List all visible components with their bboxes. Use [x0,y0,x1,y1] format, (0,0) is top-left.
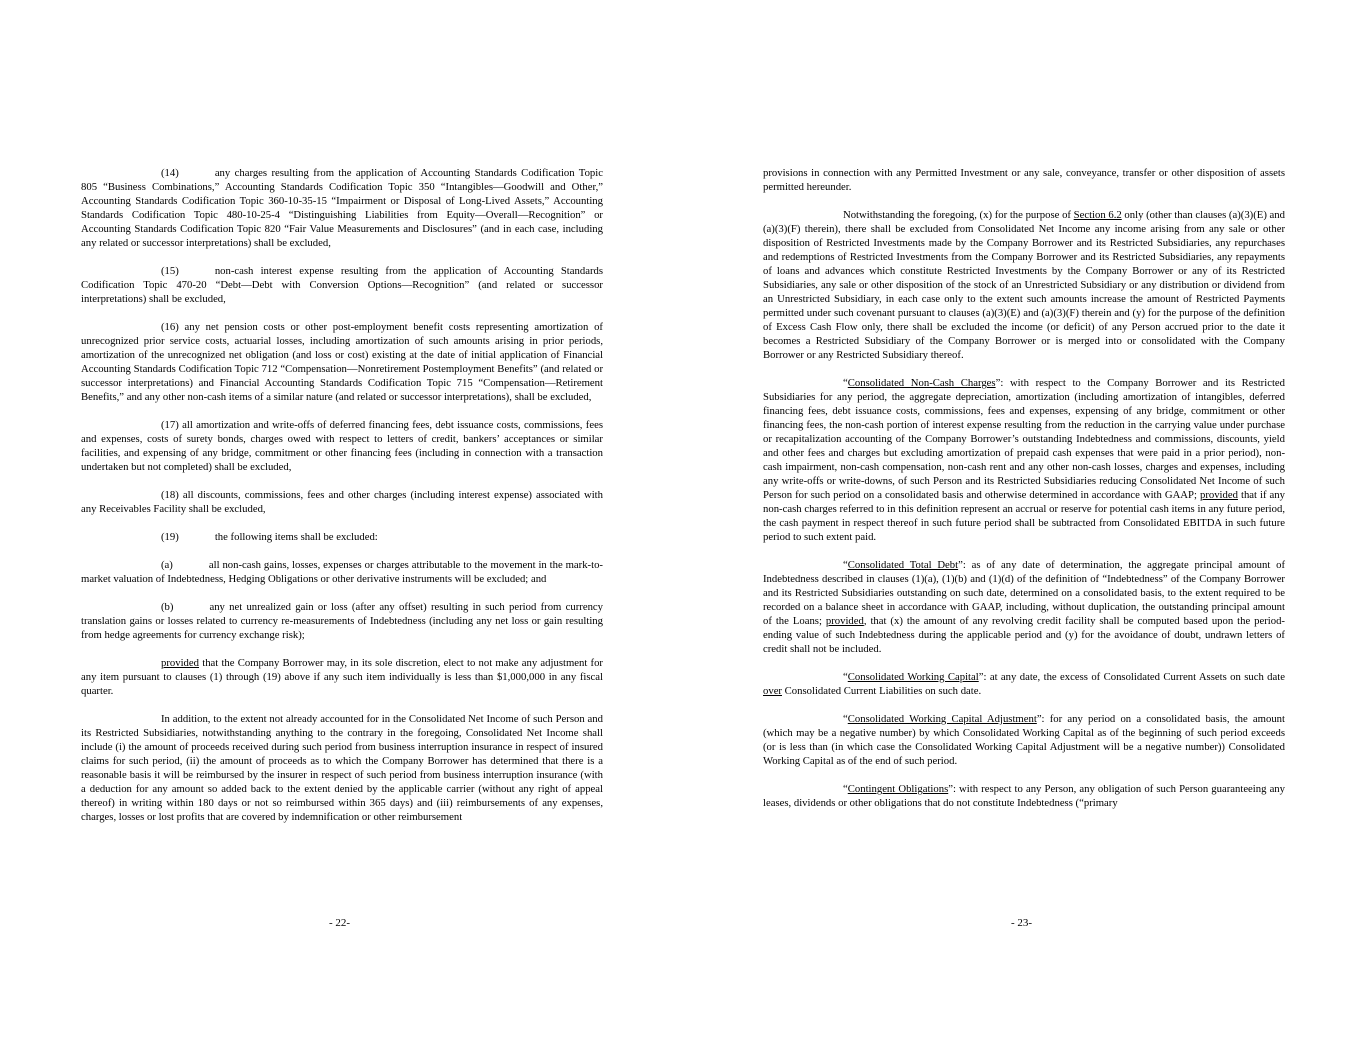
paragraph-17: (17) all amortization and write-offs of deferred financing fees, debt issuance costs, commissions, fees and expenses, costs of surety bonds, charges owed with respect to letters of credit, bankers’ acceptances or similar facilities, and expensing of any bridge, commitment or other financing fees (including in connection with a transaction undertaken but not completed) shall be excluded, [81,419,603,473]
provided-text: that the Company Borrower may, in its sole discretion, elect to not make any adjustment for any item pursuant to clauses (1) through (19) above if any such item individually is less than $1,000,000 in any fiscal quarter. [81,657,603,697]
paragraph-continuation: provisions in connection with any Permitted Investment or any sale, conveyance, transfer or other disposition of assets permitted hereunder. [763,167,1285,193]
text-run: ”: with respect to any Person, any obligation of such Person guaranteeing any leases, dividends or other obligations that do not constitute Indebtedness (“primary [763,783,1285,809]
provided-term: provided [825,615,864,627]
section-reference: Section 6.2 [1073,209,1122,221]
paragraph-19 [81,530,603,544]
text-run: ”: for any period on a consolidated basis, the amount (which may be a negative number) by which Consolidated Working Capital as of the beginning of such period exceeds (or is less than (in which case the Consolidated Working Capital Adjustment will be a negative number)) Consolidated Working Capital as of the end of such period. [763,713,1285,767]
paragraph-a [81,558,603,586]
text-run: only (other than clauses (a)(3)(E) and (a)(3)(F) therein), there shall be excluded from Consolidated Net Income any income arising from any sale or other disposition of Restricted Investments made by the Company Borrower and its Restricted Subsidiaries, any repurchases and redemptions of Restricted Investments from the Company Borrower and its Restricted Subsidiaries, any repayments of loans and advances which constitute Restricted Investments by the Company Borrower or any of its Restricted Subsidiaries, any sale or other disposition of the stock of an Unrestricted Subsidiary or any distribution or dividend from an Unrestricted Subsidiary, in each case only to the extent such amounts increase the amount of Restricted Payments permitted under such covenant pursuant to clauses (a)(3)(E) and (a)(3)(F) therein and (y) for the purpose of the definition of Excess Cash Flow only, there shall be excluded the income (or deficit) of any Person accrued prior to the date it becomes a Restricted Subsidiary of the Company Borrower or is merged into or consolidated with the Company Borrower or any Restricted Subsidiary thereof. [763,209,1285,361]
provided-term: provided [161,657,199,669]
document-page-left [81,166,603,866]
clause-text: non-cash interest expense resulting from the application of Accounting Standards Codification Topic 470-20 “Debt—Debt with Conversion Options—Recognition” (and related or successor interpretations) shall be excluded, [81,265,603,305]
clause-text: all non-cash gains, losses, expenses or charges attributable to the movement in the mark-to-market valuation of Indebtedness, Hedging Obligations or other derivative instruments will be excluded; and [81,559,603,585]
defined-term: Consolidated Working Capital Adjustment [847,713,1037,725]
clause-number: (b) [161,601,174,613]
defined-term: Consolidated Non-Cash Charges [847,377,996,389]
clause-number: (a) [161,559,173,571]
quote-mark: “ [843,783,848,795]
defined-term: Consolidated Working Capital [847,671,979,683]
text-run: ”: at any date, the excess of Consolidated Current Assets on such date [978,671,1285,683]
paragraph-18: (18) all discounts, commissions, fees and other charges (including interest expense) associated with any Receivables Facility shall be excluded, [81,489,603,515]
document-page-right [763,166,1285,866]
text-run: ”: as of any date of determination, the aggregate principal amount of Indebtedness described in clauses (1)(a), (1)(b) and (1)(d) of the definition of “Indebtedness” of the Company Borrower and its Restricted Subsidiaries outstanding on such date, determined on a consolidated basis, to the extent required to be recorded on a balance sheet in accordance with GAAP, including, without duplication, the outstanding principal amount of the Loans; [763,559,1286,627]
text-run: that if any non-cash charges referred to in this definition represent an accrual or reserve for potential cash items in any future period, the cash payment in respect thereof in such future period shall be subtracted from Consolidated EBITDA in such future period to such extent paid. [763,489,1285,543]
paragraph-14 [81,166,603,250]
quote-mark: “ [843,559,848,571]
quote-mark: “ [843,671,848,683]
paragraph-b [81,600,603,642]
text-run: Consolidated Current Liabilities on such date. [782,685,982,697]
page-number-right: - 23- [1011,917,1033,929]
quote-mark: “ [843,377,848,389]
definition-working-capital-adjustment [763,712,1285,768]
paragraph-notwithstanding [763,208,1285,362]
clause-number: (15) [161,265,179,277]
definition-contingent-obligations [763,782,1285,810]
definition-non-cash-charges [763,376,1285,544]
paragraph-in-addition: In addition, to the extent not already accounted for in the Consolidated Net Income of such Person and its Restricted Subsidiaries, notwithstanding anything to the contrary in the foregoing, Consolidated Net Income shall include (i) the amount of proceeds received during such period from business interruption insurance in respect of insured claims for such period, (ii) the amount of proceeds as to which the Company Borrower has determined that there is a reasonable basis it will be reimbursed by the insurer in respect of such period from business interruption insurance (with a deduction for any amount so added back to the extent denied by the applicable carrier (without any right of appeal thereof) in writing within 180 days or not so reimbursed within 365 days) and (iii) reimbursements of any expenses, charges, losses or lost profits that are covered by indemnification or other reimbursement [81,713,603,823]
defined-term: Contingent Obligations [847,783,949,795]
defined-term: Consolidated Total Debt [847,559,959,571]
quote-mark: “ [843,713,848,725]
text-run: Notwithstanding the foregoing, (x) for the purpose of [843,209,1074,221]
page-number-left: - 22- [329,917,351,929]
definition-working-capital [763,670,1285,698]
clause-text: the following items shall be excluded: [214,531,378,543]
over-term: over [763,685,782,697]
clause-number: (19) [161,531,179,543]
provided-term: provided [1199,489,1238,501]
paragraph-15 [81,264,603,306]
clause-text: any charges resulting from the application of Accounting Standards Codification Topic 805 “Business Combinations,” Accounting Standards Codification Topic 350 “Intangibles—Goodwill and Other,” Accounting Standards Codification Topic 360-10-35-15 “Impairment or Disposal of Long-Lived Assets,” Accounting Standards Codification Topic 480-10-25-4 “Distinguishing Liabilities from Equity—Overall—Recognition” or Accounting Standards Codification Topic 820 “Fair Value Measurements and Disclosures” (and in each case, including any related or successor interpretations) shall be excluded, [81,167,603,249]
definition-total-debt [763,558,1285,656]
text-run: ”: with respect to the Company Borrower and its Restricted Subsidiaries for any period, the aggregate depreciation, amortization (including amortization of intangibles, deferred financing fees, debt issuance costs, commissions, fees and expenses, expensing of any bridge, commitment or other financing fees, the non-cash portion of interest expense resulting from the reduction in the carrying value under purchase or recapitalization accounting of the Company Borrower’s outstanding Indebtedness and commissions, discounts, yield and other fees and charges but excluding amortization of prepaid cash expenses that were paid in a prior period), non-cash impairment, non-cash compensation, non-cash rent and any other non-cash losses, charges and expenses, including any write-offs or write-downs, of such Person and its Restricted Subsidiaries reducing Consolidated Net Income of such Person for such period on a consolidated basis and otherwise determined in accordance with GAAP; [763,377,1286,501]
clause-text: any net unrealized gain or loss (after any offset) resulting in such period from currency translation gains or losses related to currency re-measurements of Indebtedness (including any net loss or gain resulting from hedge agreements for currency exchange risk); [81,601,603,641]
paragraph-16: (16) any net pension costs or other post-employment benefit costs representing amortization of unrecognized prior service costs, actuarial losses, including amortization of such amounts arising in prior periods, amortization of the unrecognized net obligation (and loss or cost) existing at the date of initial application of Financial Accounting Standards Codification Topic 712 “Compensation—Nonretirement Postemployment Benefits” (and related or successor interpretations) and Financial Accounting Standards Codification Topic 715 “Compensation—Retirement Benefits,” and any other non-cash items of a similar nature (and related or successor interpretations), shall be excluded, [81,321,603,403]
clause-number: (14) [161,167,179,179]
text-run: , that (x) the amount of any revolving credit facility shall be computed based upon the period-ending value of such Indebtedness during the applicable period and (y) for the avoidance of doubt, undrawn letters of credit shall not be included. [763,615,1285,655]
paragraph-provided [81,656,603,698]
